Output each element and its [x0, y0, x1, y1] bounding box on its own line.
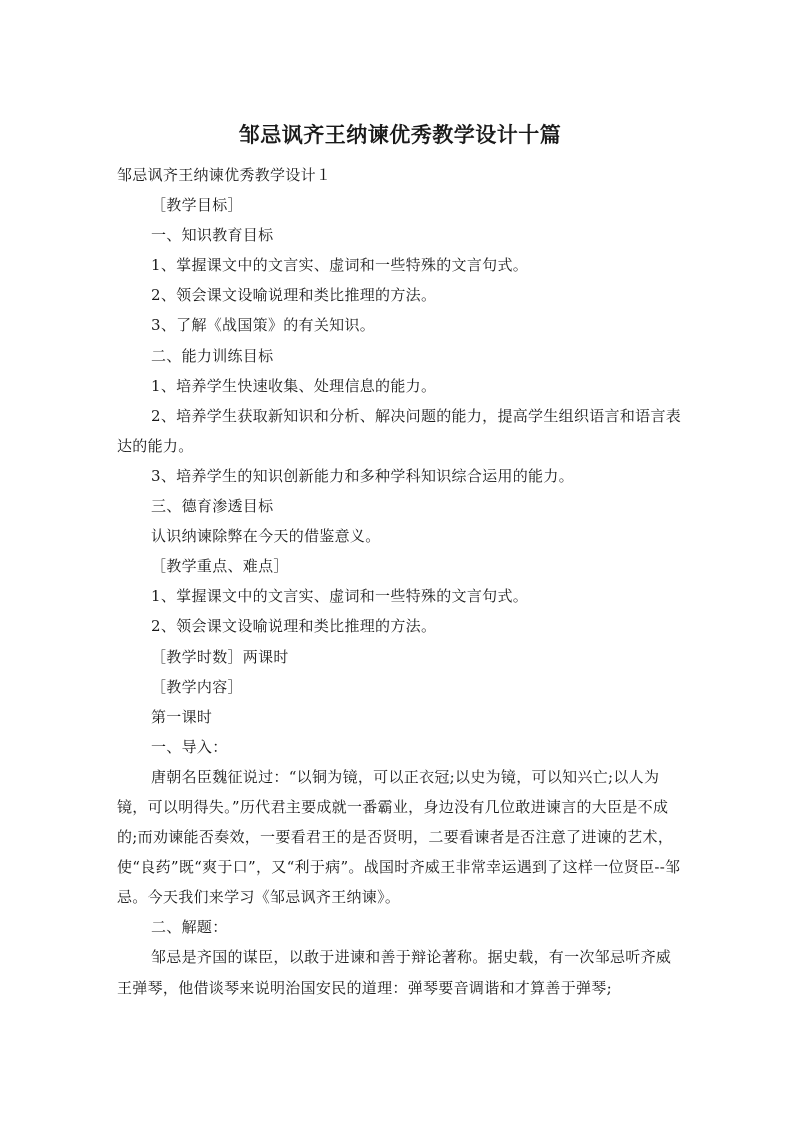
paragraph: 第一课时: [151, 707, 213, 726]
paragraph: 2、培养学生获取新知识和分析、解决问题的能力，提高学生组织语言和语言表达的能力。: [117, 406, 682, 455]
paragraph: 1、掌握课文中的文言实、虚词和一些特殊的文言句式。: [151, 256, 529, 275]
paragraph: 一、导入：: [151, 737, 228, 756]
paragraph: 3、培养学生的知识创新能力和多种学科知识综合运用的能力。: [151, 466, 574, 485]
paragraph: 3、了解《战国策》的有关知识。: [151, 316, 376, 335]
paragraph: ［教学重点、难点］: [151, 557, 289, 576]
paragraph: ［教学内容］: [151, 677, 243, 696]
paragraph: 2、领会课文设喻说理和类比推理的方法。: [151, 617, 437, 636]
paragraph: 1、掌握课文中的文言实、虚词和一些特殊的文言句式。: [151, 587, 529, 606]
paragraph: 2、领会课文设喻说理和类比推理的方法。: [151, 286, 437, 305]
paragraph: 唐朝名臣魏征说过：“以铜为镜，可以正衣冠;以史为镜，可以知兴亡;以人为镜，可以明得失。”历代君主要成就一番霸业，身边没有几位敢进谏言的大臣是不成的;而劝谏能否奏效，一要看君王的是否贤明，二要看谏者是否注意了进谏的艺术，使“良药”既“爽于口”，又“利于病”。战国时齐威王非常幸运遇到了这样一位贤臣--邹忌。今天我们来学习《邹忌讽齐王纳谏》。: [117, 767, 681, 907]
paragraph: 一、知识教育目标: [151, 226, 274, 245]
paragraph: 二、解题：: [151, 918, 228, 937]
paragraph: 1、培养学生快速收集、处理信息的能力。: [151, 376, 437, 395]
paragraph: 邹忌是齐国的谋臣，以敢于进谏和善于辩论著称。据史载，有一次邹忌听齐威王弹琴，他借谈琴来说明治国安民的道理：弹琴要音调谐和才算善于弹琴;: [117, 948, 672, 997]
document-title: 邹忌讽齐王纳谏优秀教学设计十篇: [238, 123, 562, 147]
document-body: [117, 160, 685, 1003]
paragraph: 邹忌讽齐王纳谏优秀教学设计１: [117, 166, 332, 184]
paragraph: 三、德育渗透目标: [151, 497, 274, 516]
paragraph: 二、能力训练目标: [151, 346, 274, 365]
paragraph: 认识纳谏除弊在今天的借鉴意义。: [151, 527, 381, 546]
paragraph: ［教学目标］: [151, 196, 243, 215]
paragraph: ［教学时数］两课时: [151, 647, 289, 666]
